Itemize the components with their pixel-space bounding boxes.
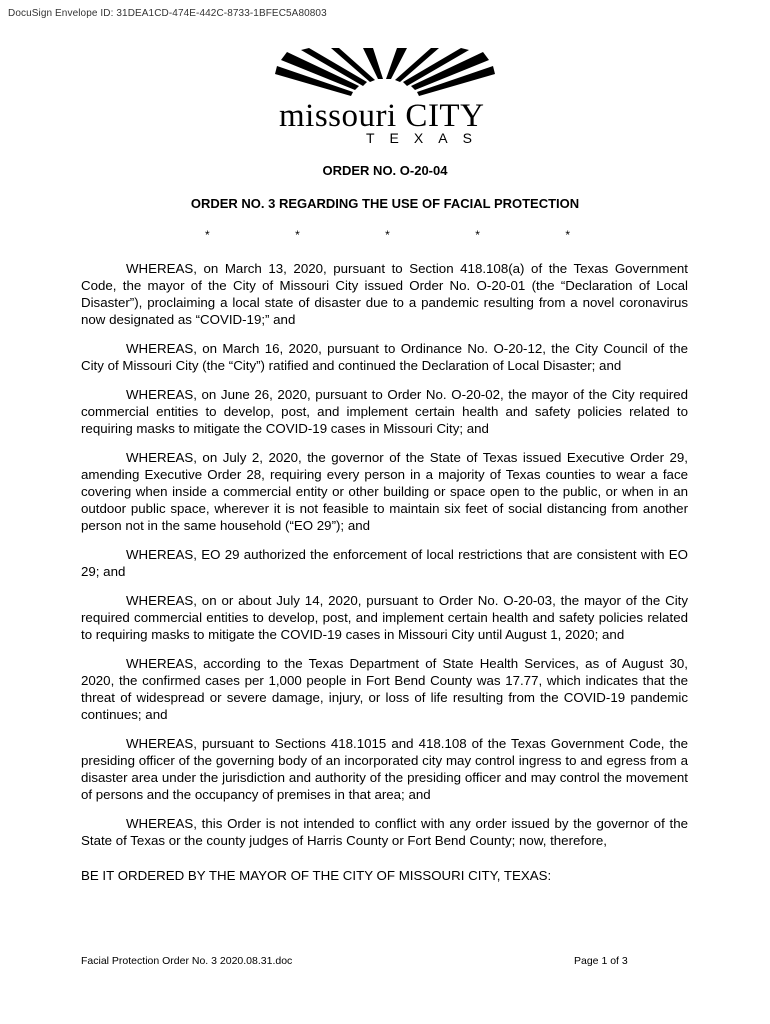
separator-star: * [385, 228, 390, 242]
order-title: ORDER NO. 3 REGARDING THE USE OF FACIAL PROTECTION [190, 196, 580, 211]
whereas-paragraph: WHEREAS, on March 16, 2020, pursuant to Ordinance No. O-20-12, the City Council of the City of Missouri City (the “City”) ratified and continued the Declaration of Local Disaster; and [81, 341, 688, 373]
city-logo [0, 48, 770, 148]
whereas-paragraph: WHEREAS, on July 2, 2020, the governor of the State of Texas issued Executive Order 29, amending Executive Order 28, requiring every person in a majority of Texas counties to wear a face covering when inside a commercial entity or other building or space open to the public, or when in an outdoor public space, wherever it is not feasible to maintain six feet of social distancing from another person not in the same household (“EO 29”); and [81, 450, 688, 533]
logo-state-name: TEXAS [366, 130, 487, 146]
logo-city-name: missouri CITY [279, 98, 485, 134]
whereas-paragraph: WHEREAS, this Order is not intended to conflict with any order issued by the governor of the State of Texas or the county judges of Harris County or Fort Bend County; now, therefore, [81, 816, 688, 848]
order-number: ORDER NO. O-20-04 [322, 163, 448, 178]
order-body [81, 260, 688, 884]
whereas-paragraph: WHEREAS, pursuant to Sections 418.1015 and 418.108 of the Texas Government Code, the presiding officer of the governing body of an incorporated city may control ingress to and egress from a disaster area under the jurisdiction and authority of the presiding officer and may control the movement of persons and the occupancy of premises in that area; and [81, 736, 688, 802]
separator-star: * [475, 228, 480, 242]
sunburst-icon [275, 48, 495, 98]
footer-filename: Facial Protection Order No. 3 2020.08.31.doc [81, 955, 293, 967]
whereas-paragraph: WHEREAS, on or about July 14, 2020, pursuant to Order No. O-20-03, the mayor of the City required commercial entities to develop, post, and implement certain health and safety policies related to requiring masks to mitigate the COVID-19 cases in Missouri City until August 1, 2020; and [81, 593, 688, 642]
footer-page-number: Page 1 of 3 [574, 955, 628, 967]
whereas-paragraph: WHEREAS, on June 26, 2020, pursuant to Order No. O-20-02, the mayor of the City required commercial entities to develop, post, and implement certain health and safety policies related to requiring masks to mitigate the COVID-19 cases in Missouri City; and [81, 387, 688, 436]
envelope-id: DocuSign Envelope ID: 31DEA1CD-474E-442C-8733-1BFEC5A80803 [8, 8, 327, 19]
whereas-paragraph: WHEREAS, according to the Texas Department of State Health Services, as of August 30, 2020, the confirmed cases per 1,000 people in Fort Bend County was 17.77, which indicates that the threat of widespread or severe damage, injury, or loss of life resulting from the COVID-19 pandemic continues; and [81, 656, 688, 722]
separator-star: * [565, 228, 570, 242]
separator-star: * [295, 228, 300, 242]
ordered-by-statement: BE IT ORDERED BY THE MAYOR OF THE CITY OF MISSOURI CITY, TEXAS: [81, 868, 552, 883]
whereas-paragraph: WHEREAS, EO 29 authorized the enforcement of local restrictions that are consistent with EO 29; and [81, 547, 688, 579]
whereas-paragraph: WHEREAS, on March 13, 2020, pursuant to Section 418.108(a) of the Texas Government Code, the mayor of the City of Missouri City issued Order No. O-20-01 (the “Declaration of Local Disaster”), proclaiming a local state of disaster due to a pandemic resulting from a novel coronavirus now designated as “COVID-19;” and [81, 261, 688, 327]
separator-star: * [205, 228, 210, 242]
section-separator [205, 228, 570, 242]
